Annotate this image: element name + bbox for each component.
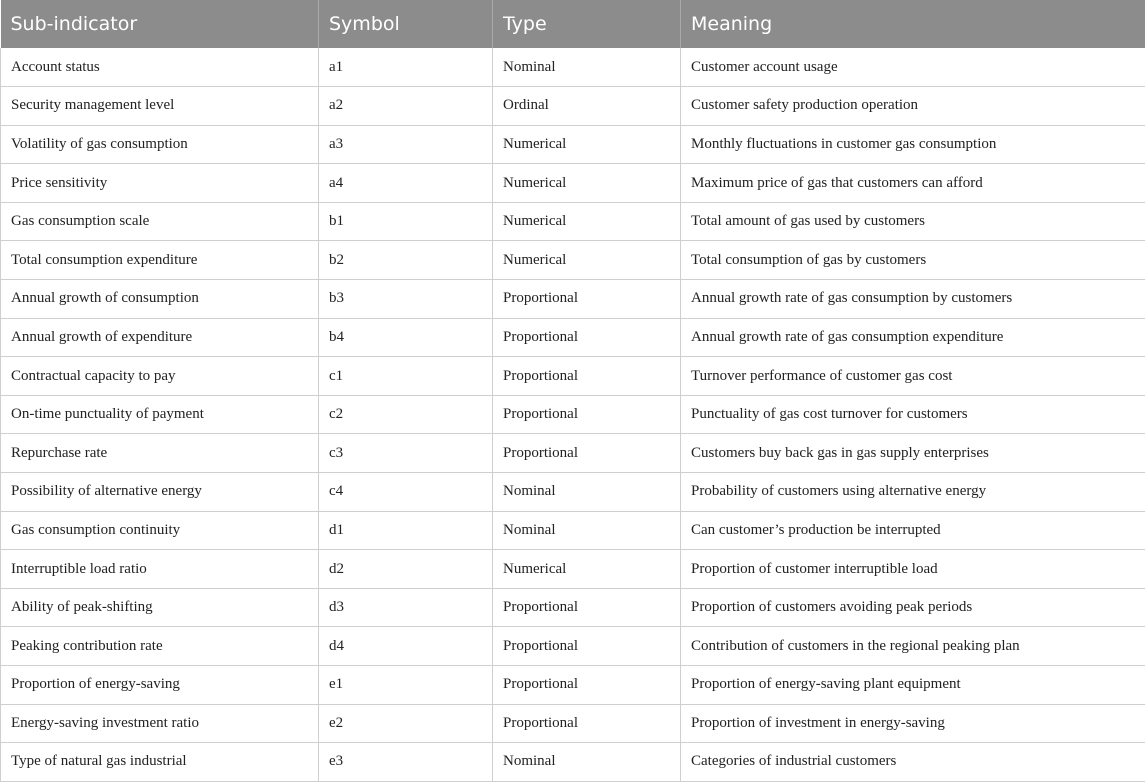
- table-row: [1, 704, 1145, 743]
- table-body: [1, 48, 1145, 781]
- cell-sub-indicator: Volatility of gas consumption: [1, 125, 319, 164]
- cell-symbol: d1: [319, 511, 493, 550]
- cell-meaning: Turnover performance of customer gas cost: [681, 357, 1145, 396]
- cell-meaning: Customer account usage: [681, 48, 1145, 87]
- cell-meaning: Customers buy back gas in gas supply enterprises: [681, 434, 1145, 473]
- cell-type: Proportional: [493, 666, 681, 705]
- table-row: [1, 434, 1145, 473]
- cell-symbol: d2: [319, 550, 493, 589]
- table-row: [1, 627, 1145, 666]
- cell-type: Nominal: [493, 511, 681, 550]
- cell-meaning: Punctuality of gas cost turnover for customers: [681, 395, 1145, 434]
- table-row: [1, 743, 1145, 782]
- table-row: [1, 202, 1145, 241]
- cell-sub-indicator: Proportion of energy-saving: [1, 666, 319, 705]
- table-row: [1, 511, 1145, 550]
- cell-type: Proportional: [493, 318, 681, 357]
- table-row: [1, 550, 1145, 589]
- cell-type: Proportional: [493, 588, 681, 627]
- cell-sub-indicator: Contractual capacity to pay: [1, 357, 319, 396]
- cell-type: Numerical: [493, 202, 681, 241]
- cell-meaning: Annual growth rate of gas consumption by customers: [681, 280, 1145, 319]
- cell-meaning: Probability of customers using alternative energy: [681, 473, 1145, 512]
- cell-type: Ordinal: [493, 87, 681, 126]
- cell-sub-indicator: Annual growth of consumption: [1, 280, 319, 319]
- cell-symbol: a4: [319, 164, 493, 203]
- header-type: Type: [493, 0, 681, 48]
- cell-meaning: Annual growth rate of gas consumption expenditure: [681, 318, 1145, 357]
- table-row: [1, 318, 1145, 357]
- cell-sub-indicator: Repurchase rate: [1, 434, 319, 473]
- cell-symbol: b3: [319, 280, 493, 319]
- cell-sub-indicator: Type of natural gas industrial: [1, 743, 319, 782]
- cell-type: Numerical: [493, 125, 681, 164]
- cell-sub-indicator: Ability of peak-shifting: [1, 588, 319, 627]
- cell-symbol: e3: [319, 743, 493, 782]
- cell-symbol: b2: [319, 241, 493, 280]
- cell-type: Proportional: [493, 395, 681, 434]
- cell-type: Nominal: [493, 48, 681, 87]
- header-symbol: Symbol: [319, 0, 493, 48]
- cell-meaning: Customer safety production operation: [681, 87, 1145, 126]
- cell-symbol: e2: [319, 704, 493, 743]
- cell-type: Numerical: [493, 241, 681, 280]
- cell-meaning: Proportion of investment in energy-saving: [681, 704, 1145, 743]
- cell-sub-indicator: Price sensitivity: [1, 164, 319, 203]
- table-row: [1, 473, 1145, 512]
- cell-symbol: d4: [319, 627, 493, 666]
- cell-symbol: c4: [319, 473, 493, 512]
- cell-sub-indicator: Security management level: [1, 87, 319, 126]
- cell-type: Proportional: [493, 280, 681, 319]
- cell-type: Nominal: [493, 473, 681, 512]
- cell-meaning: Categories of industrial customers: [681, 743, 1145, 782]
- cell-sub-indicator: Total consumption expenditure: [1, 241, 319, 280]
- cell-type: Proportional: [493, 704, 681, 743]
- table-row: [1, 125, 1145, 164]
- cell-meaning: Proportion of customer interruptible load: [681, 550, 1145, 589]
- cell-sub-indicator: Peaking contribution rate: [1, 627, 319, 666]
- cell-symbol: a3: [319, 125, 493, 164]
- cell-type: Proportional: [493, 357, 681, 396]
- cell-symbol: c3: [319, 434, 493, 473]
- cell-symbol: a2: [319, 87, 493, 126]
- cell-type: Numerical: [493, 164, 681, 203]
- cell-type: Nominal: [493, 743, 681, 782]
- cell-meaning: Total amount of gas used by customers: [681, 202, 1145, 241]
- cell-symbol: b4: [319, 318, 493, 357]
- cell-sub-indicator: Annual growth of expenditure: [1, 318, 319, 357]
- cell-meaning: Proportion of energy-saving plant equipment: [681, 666, 1145, 705]
- cell-symbol: a1: [319, 48, 493, 87]
- cell-symbol: e1: [319, 666, 493, 705]
- cell-meaning: Can customer’s production be interrupted: [681, 511, 1145, 550]
- table-header-row: [1, 0, 1145, 48]
- table-row: [1, 357, 1145, 396]
- cell-sub-indicator: Gas consumption continuity: [1, 511, 319, 550]
- cell-sub-indicator: Account status: [1, 48, 319, 87]
- cell-sub-indicator: Interruptible load ratio: [1, 550, 319, 589]
- table-row: [1, 588, 1145, 627]
- cell-meaning: Maximum price of gas that customers can afford: [681, 164, 1145, 203]
- table-row: [1, 241, 1145, 280]
- header-sub-indicator: Sub-indicator: [1, 0, 319, 48]
- cell-sub-indicator: On-time punctuality of payment: [1, 395, 319, 434]
- cell-sub-indicator: Possibility of alternative energy: [1, 473, 319, 512]
- header-meaning: Meaning: [681, 0, 1145, 48]
- table-row: [1, 164, 1145, 203]
- cell-symbol: c2: [319, 395, 493, 434]
- table-row: [1, 280, 1145, 319]
- cell-symbol: d3: [319, 588, 493, 627]
- cell-sub-indicator: Energy-saving investment ratio: [1, 704, 319, 743]
- cell-meaning: Total consumption of gas by customers: [681, 241, 1145, 280]
- table-row: [1, 48, 1145, 87]
- cell-meaning: Monthly fluctuations in customer gas consumption: [681, 125, 1145, 164]
- table-row: [1, 395, 1145, 434]
- cell-type: Proportional: [493, 434, 681, 473]
- cell-sub-indicator: Gas consumption scale: [1, 202, 319, 241]
- cell-meaning: Proportion of customers avoiding peak periods: [681, 588, 1145, 627]
- table-row: [1, 87, 1145, 126]
- table-row: [1, 666, 1145, 705]
- cell-type: Numerical: [493, 550, 681, 589]
- cell-symbol: b1: [319, 202, 493, 241]
- cell-type: Proportional: [493, 627, 681, 666]
- cell-symbol: c1: [319, 357, 493, 396]
- cell-meaning: Contribution of customers in the regional peaking plan: [681, 627, 1145, 666]
